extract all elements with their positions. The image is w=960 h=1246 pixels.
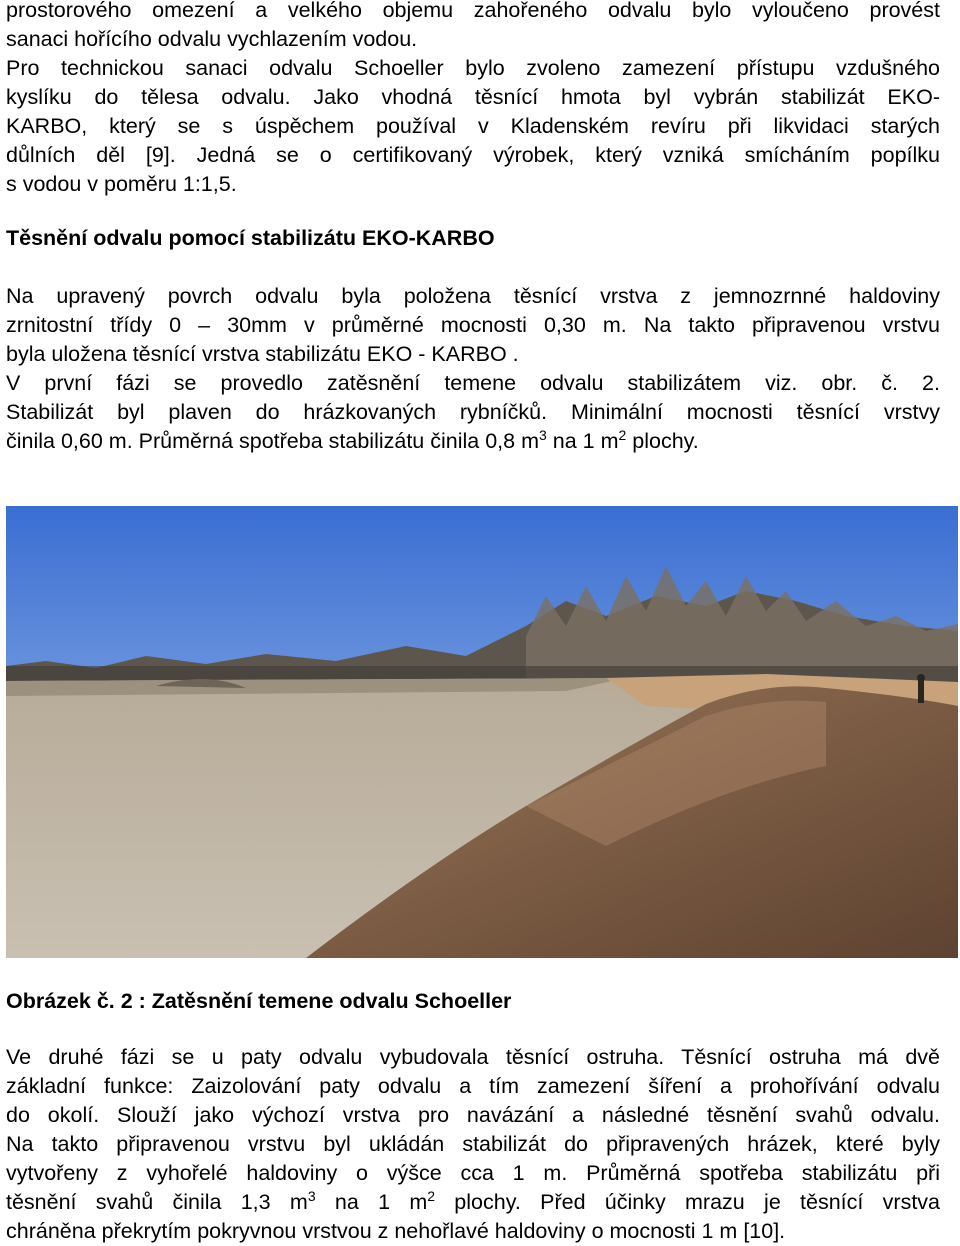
text-run: činila 0,60 m. Průměrná spotřeba stabilizátu činila 0,8 m — [6, 429, 539, 453]
text-line: KARBO, který se s úspěchem používal v Kladenském revíru při likvidaci starých — [6, 114, 940, 138]
text-line: Na upravený povrch odvalu byla položena těsnící vrstva z jemnozrnné haldoviny — [6, 284, 940, 308]
text-line: zrnitostní třídy 0 – 30mm v průměrné mocnosti 0,30 m. Na takto připravenou vrstvu — [6, 313, 940, 337]
text-line: základní funkce: Zaizolování paty odvalu a tím zamezení šíření a prohořívání odvalu — [6, 1074, 940, 1098]
superscript: 2 — [618, 427, 627, 443]
text-line — [6, 427, 940, 456]
text-line: byla uložena těsnící vrstva stabilizátu EKO - KARBO . — [6, 342, 519, 366]
text-run: plochy. — [626, 429, 699, 453]
photo-spoil-heap — [6, 506, 958, 958]
text-line: důlních děl [9]. Jedná se o certifikovaný výrobek, který vzniká smícháním popílku — [6, 143, 940, 167]
text-line: Ve druhé fázi se u paty odvalu vybudovala těsnící ostruha. Těsnící ostruha má dvě — [6, 1045, 940, 1069]
text-run: těsnění svahů činila 1,3 m — [6, 1190, 308, 1214]
text-run: na 1 m — [315, 1190, 428, 1214]
text-line — [6, 1188, 940, 1217]
text-line: vytvořeny z vyhořelé haldoviny o výšce cca 1 m. Průměrná spotřeba stabilizátu při — [6, 1161, 940, 1185]
superscript: 3 — [307, 1188, 316, 1204]
text-line: V první fázi se provedlo zatěsnění temene odvalu stabilizátem viz. obr. č. 2. — [6, 371, 940, 395]
text-line: do okolí. Slouží jako výchozí vrstva pro navázání a následné těsnění svahů odvalu. — [6, 1103, 940, 1127]
section-heading: Těsnění odvalu pomocí stabilizátu EKO-KARBO — [6, 226, 495, 250]
superscript: 2 — [427, 1188, 436, 1204]
figure-caption: Obrázek č. 2 : Zatěsnění temene odvalu Schoeller — [6, 989, 512, 1013]
text-line: kyslíku do tělesa odvalu. Jako vhodná těsnící hmota byl vybrán stabilizát EKO- — [6, 85, 940, 109]
superscript: 3 — [538, 427, 547, 443]
text-line: Na takto připravenou vrstvu byl ukládán stabilizát do připravených hrázek, které byly — [6, 1132, 940, 1156]
text-run: plochy. Před účinky mrazu je těsnící vrstva — [435, 1190, 941, 1214]
text-line: chráněna překrytím pokryvnou vrstvou z nehořlavé haldoviny o mocnosti 1 m [10]. — [6, 1219, 786, 1243]
text-line: sanaci hořícího odvalu vychlazením vodou. — [6, 27, 418, 51]
paragraph-sealing — [6, 282, 940, 456]
text-line: prostorového omezení a velkého objemu zahořeného odvalu bylo vyloučeno provést — [6, 0, 940, 22]
text-line: Stabilizát byl plaven do hrázkovaných rybníčků. Minimální mocnosti těsnící vrstvy — [6, 400, 940, 424]
photo-illustration — [6, 506, 958, 958]
text-line: s vodou v poměru 1:1,5. — [6, 172, 237, 196]
text-line: Pro technickou sanaci odvalu Schoeller bylo zvoleno zamezení přístupu vzdušného — [6, 56, 940, 80]
paragraph-intro — [6, 0, 940, 199]
text-run: na 1 m — [546, 429, 619, 453]
paragraph-second-phase — [6, 1043, 940, 1246]
